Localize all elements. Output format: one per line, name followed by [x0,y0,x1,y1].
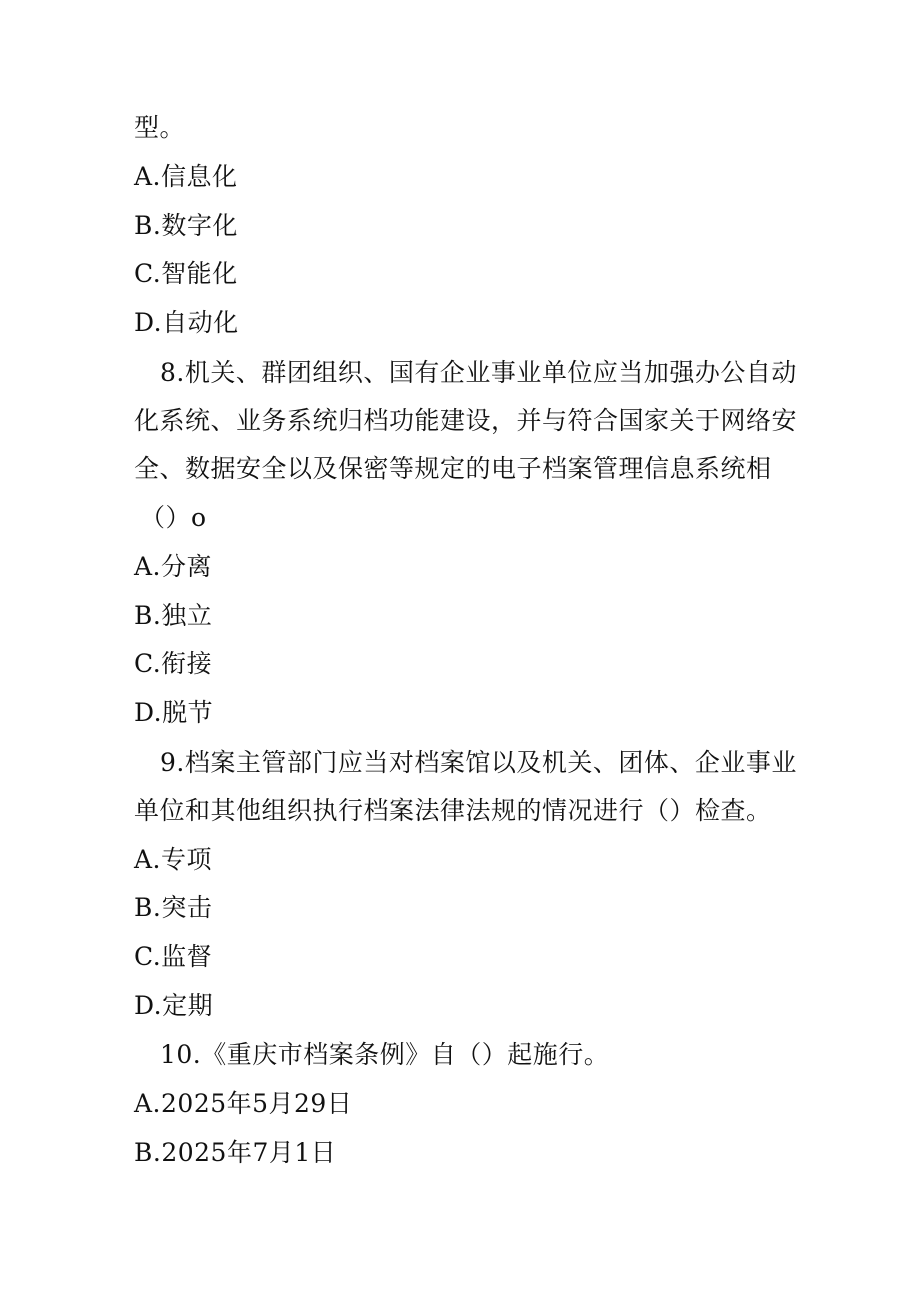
q9-option-b: B.突击 [134,893,213,922]
question-8-line-3: 全、数据安全以及保密等规定的电子档案管理信息系统相 [134,454,772,483]
q10-option-b: B.2025年7月1日 [134,1138,337,1167]
q9-option-d: D.定期 [134,991,214,1020]
option-d: D.自动化 [134,308,239,337]
option-b: B.数字化 [134,211,238,240]
q8-option-b: B.独立 [134,601,213,630]
q9-option-a: A.专项 [134,845,213,874]
q9-option-c: C.监督 [134,942,213,971]
question-10-line-1: 10.《重庆市档案条例》自（）起施行。 [160,1040,610,1069]
q10-option-a: A.2025年5月29日 [134,1089,353,1118]
question-8-line-2: 化系统、业务系统归档功能建设，并与符合国家关于网络安 [134,406,798,435]
q8-option-a: A.分离 [134,552,213,581]
q8-option-d: D.脱节 [134,698,214,727]
question-8-line-1: 8.机关、群团组织、国有企业事业单位应当加强办公自动 [160,358,797,387]
question-8-line-4: （）o [140,503,207,532]
question-9-line-1: 9.档案主管部门应当对档案馆以及机关、团体、企业事业 [160,748,797,777]
question-9-line-2: 单位和其他组织执行档案法律法规的情况进行（）检查。 [134,796,772,825]
option-c: C.智能化 [134,259,238,288]
q8-option-c: C.衔接 [134,649,213,678]
option-a: A.信息化 [134,162,238,191]
question-continuation: 型。 [134,113,186,142]
